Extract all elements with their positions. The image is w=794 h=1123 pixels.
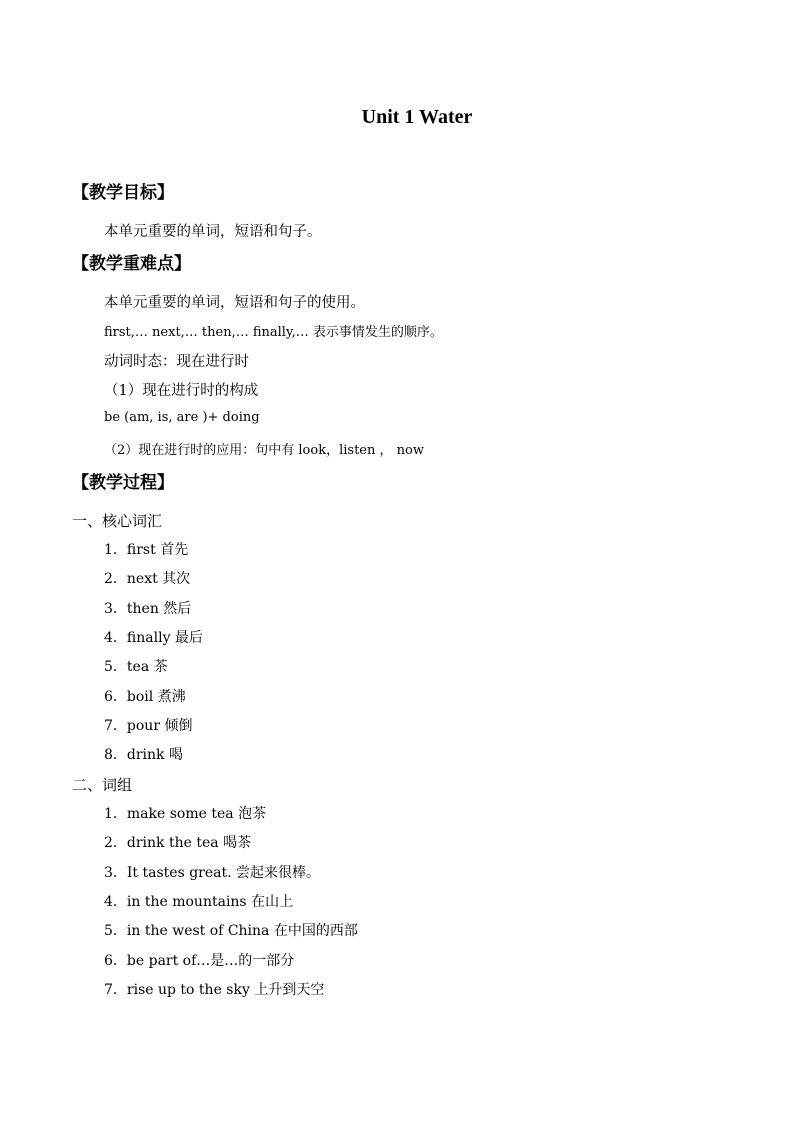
list-item: 6．boil 煮沸 [104, 689, 186, 705]
list-item: 1．first 首先 [104, 542, 189, 558]
document-title: Unit 1 Water [361, 106, 473, 128]
objectives-text: 本单元重要的单词，短语和句子。 [104, 224, 322, 240]
objectives-heading: 【教学目标】 [72, 183, 174, 203]
key-points-line: 动词时态：现在进行时 [104, 354, 249, 370]
key-points-heading: 【教学重难点】 [72, 254, 191, 274]
list-item: 6．be part of…是…的一部分 [104, 953, 295, 969]
key-points-line: first,… next,… then,… finally,… 表示事情发生的顺序。 [104, 325, 443, 340]
list-item: 1．make some tea 泡茶 [104, 806, 267, 822]
list-item: 2．drink the tea 喝茶 [104, 835, 252, 851]
section-title-phrases: 二、词组 [72, 776, 133, 794]
key-points-line: （2）现在进行时的应用：句中有 look，listen ， now [104, 443, 424, 458]
list-item: 2．next 其次 [104, 571, 191, 587]
key-points-line: （1）现在进行时的构成 [104, 383, 259, 399]
list-item: 4．finally 最后 [104, 630, 203, 646]
list-item: 7．pour 倾倒 [104, 718, 193, 734]
list-item: 7．rise up to the sky 上升到天空 [104, 982, 325, 998]
list-item: 5．tea 茶 [104, 659, 168, 675]
list-item: 5．in the west of China 在中国的西部 [104, 923, 358, 939]
list-item: 3．It tastes great. 尝起来很棒。 [104, 865, 321, 881]
list-item: 4．in the mountains 在山上 [104, 894, 294, 910]
section-title-core-vocab: 一、核心词汇 [72, 512, 163, 530]
list-item: 8．drink 喝 [104, 747, 183, 763]
list-item: 3．then 然后 [104, 601, 192, 617]
process-heading: 【教学过程】 [72, 473, 174, 493]
key-points-line: be (am, is, are )+ doing [104, 410, 260, 425]
key-points-line: 本单元重要的单词，短语和句子的使用。 [104, 295, 365, 311]
